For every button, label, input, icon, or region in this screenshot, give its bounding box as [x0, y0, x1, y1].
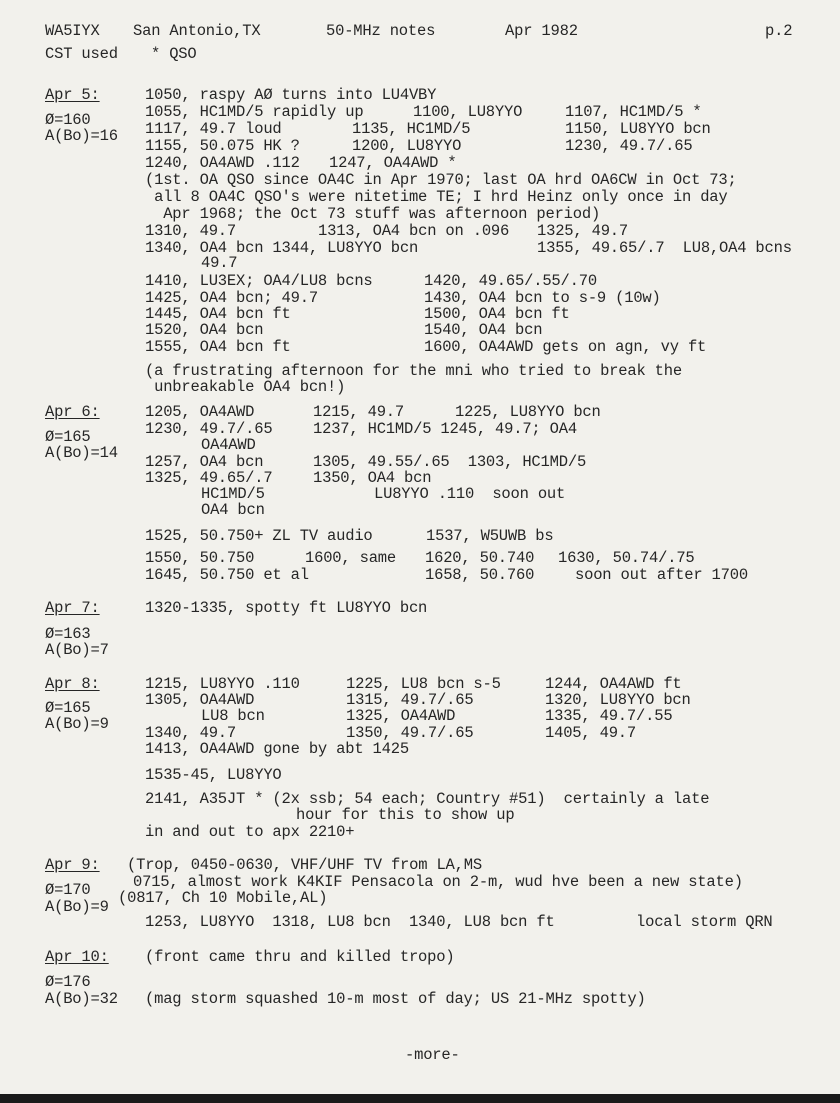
apr5-note: Apr 1968; the Oct 73 stuff was afternoon period)	[145, 205, 601, 223]
apr8-entry: 1225, LU8 bcn s-5	[346, 675, 501, 693]
apr5-entry: 1340, OA4 bcn 1344, LU8YYO bcn	[145, 239, 419, 257]
apr8-entry: 1315, 49.7/.65	[346, 691, 474, 709]
apr5-note: unbreakable OA4 bcn!)	[145, 378, 346, 396]
apr5-ap: A(Bo)=16	[45, 127, 118, 145]
apr6-entry: OA4 bcn	[201, 501, 265, 519]
apr6-entry: 1600, same	[305, 549, 397, 567]
apr9-entry: (Trop, 0450-0630, VHF/UHF TV from LA,MS	[127, 856, 482, 874]
apr6-entry: OA4AWD	[201, 436, 256, 454]
apr5-entry: 1520, OA4 bcn	[145, 321, 264, 339]
apr5-entry: 1310, 49.7	[145, 222, 237, 240]
apr8-entry: 1340, 49.7	[145, 724, 237, 742]
apr5-entry: 1150, LU8YYO bcn	[565, 120, 711, 138]
apr5-entry: 1117, 49.7 loud	[145, 120, 282, 138]
apr5-entry: 1540, OA4 bcn	[424, 321, 543, 339]
apr10-entry: (front came thru and killed tropo)	[145, 948, 455, 966]
header-page: p.2	[765, 22, 793, 40]
apr8-entry: 2141, A35JT * (2x ssb; 54 each; Country #51) certainly a late	[145, 790, 710, 808]
apr5-entry: 1107, HC1MD/5 *	[565, 103, 702, 121]
apr8-sfi: Ø=165	[45, 699, 91, 717]
apr5-entry: 1200, LU8YYO	[352, 137, 462, 155]
apr7-entry: 1320-1335, spotty ft LU8YYO bcn	[145, 599, 428, 617]
apr9-entry: 0715, almost work K4KIF Pensacola on 2-m, wud hve been a new state)	[133, 873, 743, 891]
apr8-date: Apr 8:	[45, 675, 100, 693]
apr6-sfi: Ø=165	[45, 428, 91, 446]
apr8-entry: 1413, OA4AWD gone by abt 1425	[145, 740, 409, 758]
apr8-entry: hour for this to show up	[296, 806, 515, 824]
apr8-ap: A(Bo)=9	[45, 715, 109, 733]
apr6-entry: 1230, 49.7/.65	[145, 420, 273, 438]
apr9-entry: local storm QRN	[636, 913, 773, 931]
apr5-entry: 1355, 49.65/.7 LU8,OA4 bcns	[537, 239, 792, 257]
apr5-entry: 1247, OA4AWD *	[329, 154, 457, 172]
apr5-note: (a frustrating afternoon for the mni who tried to break the	[145, 362, 682, 380]
apr6-entry: 1525, 50.750+ ZL TV audio	[145, 527, 373, 545]
header-date: Apr 1982	[505, 22, 578, 40]
legend-qso: * QSO	[151, 45, 197, 63]
header-subject: 50-MHz notes	[326, 22, 436, 40]
apr8-entry: LU8 bcn	[201, 707, 265, 725]
apr8-entry: 1305, OA4AWD	[145, 691, 255, 709]
apr6-ap: A(Bo)=14	[45, 444, 118, 462]
apr10-ap: A(Bo)=32	[45, 990, 118, 1008]
header-call: WA5IYX	[45, 22, 100, 40]
apr5-entry: 1135, HC1MD/5	[352, 120, 471, 138]
apr9-date: Apr 9:	[45, 856, 100, 874]
apr9-entry: (0817, Ch 10 Mobile,AL)	[118, 889, 328, 907]
apr6-entry: 1350, OA4 bcn	[313, 469, 432, 487]
apr5-entry: 1500, OA4 bcn ft	[424, 305, 570, 323]
apr6-entry: 1645, 50.750 et al	[145, 566, 309, 584]
apr5-note: (1st. OA QSO since OA4C in Apr 1970; last OA hrd OA6CW in Oct 73;	[145, 171, 737, 189]
apr6-entry: 1237, HC1MD/5 1245, 49.7; OA4	[313, 420, 577, 438]
footer-more: -more-	[405, 1046, 460, 1064]
apr5-entry: 1410, LU3EX; OA4/LU8 bcns	[145, 272, 373, 290]
apr9-sfi: Ø=170	[45, 881, 91, 899]
apr10-date: Apr 10:	[45, 948, 109, 966]
apr5-entry: 1425, OA4 bcn; 49.7	[145, 289, 318, 307]
apr10-entry: (mag storm squashed 10-m most of day; US 21-MHz spotty)	[145, 990, 646, 1008]
apr5-entry: 1230, 49.7/.65	[565, 137, 693, 155]
apr5-date: Apr 5:	[45, 86, 100, 104]
apr6-entry: 1620, 50.740	[425, 549, 535, 567]
apr8-entry: 1320, LU8YYO bcn	[545, 691, 691, 709]
apr5-entry: 1600, OA4AWD gets on agn, vy ft	[424, 338, 707, 356]
apr6-entry: soon out after 1700	[575, 566, 748, 584]
apr5-entry: 1313, OA4 bcn on .096	[318, 222, 510, 240]
apr5-entry: 1100, LU8YYO	[413, 103, 523, 121]
apr6-entry: LU8YYO .110 soon out	[374, 485, 566, 503]
scan-edge	[0, 1094, 840, 1103]
apr6-entry: 1537, W5UWB bs	[426, 527, 554, 545]
apr6-entry: 1257, OA4 bcn	[145, 453, 264, 471]
apr6-entry: 1658, 50.760	[425, 566, 535, 584]
apr6-entry: 1325, 49.65/.7	[145, 469, 273, 487]
apr8-entry: in and out to apx 2210+	[145, 823, 355, 841]
apr6-date: Apr 6:	[45, 403, 100, 421]
apr5-entry: 1430, OA4 bcn to s-9 (10w)	[424, 289, 661, 307]
apr6-entry: 1225, LU8YYO bcn	[455, 403, 601, 421]
apr8-entry: 1535-45, LU8YYO	[145, 766, 282, 784]
apr6-entry: 1205, OA4AWD	[145, 403, 255, 421]
apr8-entry: 1215, LU8YYO .110	[145, 675, 300, 693]
apr8-entry: 1325, OA4AWD	[346, 707, 456, 725]
header-location: San Antonio,TX	[133, 22, 261, 40]
apr9-ap: A(Bo)=9	[45, 898, 109, 916]
legend-cst: CST used	[45, 45, 118, 63]
apr8-entry: 1350, 49.7/.65	[346, 724, 474, 742]
apr6-entry: 1215, 49.7	[313, 403, 405, 421]
apr6-entry: 1550, 50.750	[145, 549, 255, 567]
apr5-entry: 1325, 49.7	[537, 222, 629, 240]
apr5-entry: 1155, 50.075 HK ?	[145, 137, 300, 155]
apr6-entry: 1305, 49.55/.65 1303, HC1MD/5	[313, 453, 587, 471]
apr5-sfi: Ø=160	[45, 111, 91, 129]
apr5-entry: 1445, OA4 bcn ft	[145, 305, 291, 323]
apr5-entry: 1240, OA4AWD .112	[145, 154, 300, 172]
apr5-entry: 1050, raspy AØ turns into LU4VBY	[145, 86, 437, 104]
apr8-entry: 1335, 49.7/.55	[545, 707, 673, 725]
apr5-entry: 49.7	[201, 254, 238, 272]
apr8-entry: 1405, 49.7	[545, 724, 637, 742]
apr5-entry: 1055, HC1MD/5 rapidly up	[145, 103, 364, 121]
apr5-entry: 1420, 49.65/.55/.70	[424, 272, 597, 290]
apr6-entry: 1630, 50.74/.75	[558, 549, 695, 567]
apr6-entry: HC1MD/5	[201, 485, 265, 503]
apr5-entry: 1555, OA4 bcn ft	[145, 338, 291, 356]
apr10-sfi: Ø=176	[45, 973, 91, 991]
apr7-sfi: Ø=163	[45, 625, 91, 643]
apr7-ap: A(Bo)=7	[45, 641, 109, 659]
apr5-note: all 8 OA4C QSO's were nitetime TE; I hrd Heinz only once in day	[145, 188, 728, 206]
apr8-entry: 1244, OA4AWD ft	[545, 675, 682, 693]
apr7-date: Apr 7:	[45, 599, 100, 617]
apr9-entry: 1253, LU8YYO 1318, LU8 bcn 1340, LU8 bcn ft	[145, 913, 555, 931]
